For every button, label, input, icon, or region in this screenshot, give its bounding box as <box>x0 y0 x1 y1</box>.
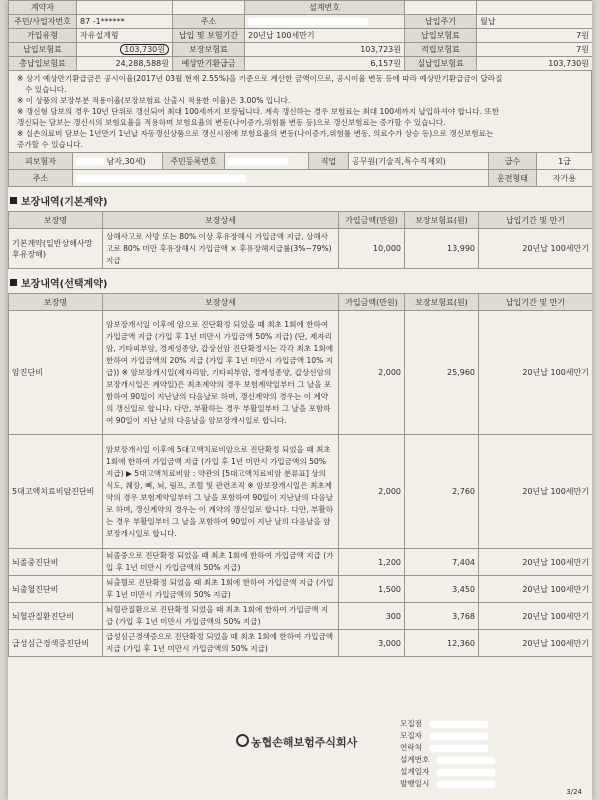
coverage-period: 20년납 100세만기 <box>479 229 593 269</box>
col-header: 보장상세 <box>103 294 339 311</box>
coverage-name: 암진단비 <box>9 311 103 435</box>
col-header: 보장상세 <box>103 212 339 229</box>
coverage-detail: 급성심근경색증으로 진단확정 되었을 때 최초 1회에 한하여 가입금액 지급 (가입 후 1년 미만시 가입금액의 50% 지급) <box>103 630 339 657</box>
col-header: 가입금액(만원) <box>339 212 405 229</box>
insured-rrn-label: 주민등록번호 <box>163 153 225 170</box>
col-header: 납입기간 및 만기 <box>479 212 593 229</box>
insured-rrn-value <box>225 153 309 170</box>
accum-premium-value: 7원 <box>477 43 593 57</box>
contractor-label: 계약자 <box>9 1 77 15</box>
premium-label: 납입보험료 <box>9 43 77 57</box>
coverage-period: 20년납 100세만기 <box>479 549 593 576</box>
coverage-premium: 12,360 <box>405 630 479 657</box>
page-number: 3/24 <box>566 788 582 796</box>
optional-coverage-table <box>8 293 592 657</box>
coverage-amount: 300 <box>339 603 405 630</box>
company-logo: 농협손해보험주식회사 <box>236 734 357 750</box>
table-row <box>9 311 593 435</box>
address-label: 주소 <box>173 15 245 29</box>
col-header: 보장보험료(원) <box>405 294 479 311</box>
design-no-label: 설계번호 <box>245 1 405 15</box>
coverage-amount: 1,200 <box>339 549 405 576</box>
agent-label: 연락처 <box>400 743 423 752</box>
actual-premium-label: 실납입보험료 <box>405 57 477 71</box>
coverage-period: 20년납 100세만기 <box>479 630 593 657</box>
pay-cycle-value: 월납 <box>477 15 593 29</box>
extra-label: 납입보험료 <box>405 29 477 43</box>
coverage-detail: 뇌혈관질환으로 진단확정 되었을 때 최초 1회에 한하여 가입금액 지급 (가입 후 1년 미만시 가입금액의 50% 지급) <box>103 603 339 630</box>
term-value: 20년납 100세만기 <box>245 29 405 43</box>
coverage-amount: 2,000 <box>339 311 405 435</box>
refund-label: 예상만기환급금 <box>173 57 245 71</box>
table-row <box>9 630 593 657</box>
agent-label: 설계번호 <box>400 755 430 764</box>
note-line: ※ 상기 예상만기환급금은 공시이율(2017년 03월 현재 2.55%)을 기준으로 계산한 금액이므로, 공시이율 변동 등에 따라 예상만기환급금이 달라질 <box>17 74 503 83</box>
extra-value: 7원 <box>477 29 593 43</box>
accum-premium-label: 적립보험료 <box>405 43 477 57</box>
coverage-detail: 암보장개시일 이후에 암으로 진단확정 되었을 때 최초 1회에 한하여 가입금액 지급 (가입 후 1년 미만시 가입금액 50% 지급) (단, 제자리암, 기타피부암, 경계성종양, 갑상선암 진단확정시는 각각 최초 1회에 한하여 가입금액의 20% 지급 (가입 후 1년 미만시 가입금액 10% 지급)) ※ 암보장개시일(제자리암, 기타피부암, 경계성종양, 갑상선암의 보장개시일은 계약일)은 최초계약의 경우 보험계약일부터 그 날을 포함하여 90일이 지난날의 다음날로 하며, 갱신계약의 경우는 이 계약의 갱신일로 합니다. 다만, 부활하는 경우 부활일부터 그 날을 포함하여 90일이 지난 날의 다음날을 암보장개시일로 합니다. <box>103 311 339 435</box>
optional-section-title: 보장내역(선택계약) <box>10 275 592 290</box>
pay-cycle-label: 납입주기 <box>405 15 477 29</box>
col-header: 가입금액(만원) <box>339 294 405 311</box>
sign-type-value: 자유설계형 <box>77 29 173 43</box>
basic-section-title: 보장내역(기본계약) <box>10 193 592 208</box>
col-header: 보장보험료(원) <box>405 212 479 229</box>
driving-label: 운전형태 <box>489 170 537 187</box>
agent-label: 설계일자 <box>400 767 430 776</box>
agent-info <box>400 718 495 790</box>
agent-label: 발행일시 <box>400 779 430 788</box>
rrn-value: 87 -1****** <box>77 15 173 29</box>
address-value <box>245 15 405 29</box>
driving-value: 자가용 <box>537 170 593 187</box>
coverage-detail: 상해사고로 사망 또는 80% 이상 후유장해시 가입금액 지급, 상해사고로 80% 미만 후유장해시 가입금액 × 후유장해지급률(3%~79%) 지급 <box>103 229 339 269</box>
col-header: 납입기간 및 만기 <box>479 294 593 311</box>
agent-label: 모집점 <box>400 719 423 728</box>
col-header: 보장명 <box>9 294 103 311</box>
note-line: 증가할 수 있습니다. <box>17 140 83 149</box>
table-row <box>9 603 593 630</box>
coverage-detail: 뇌졸중으로 진단확정 되었을 때 최초 1회에 한하여 가입금액 지급 (가입 후 1년 미만시 가입금액의 50% 지급) <box>103 549 339 576</box>
coverage-premium: 7,404 <box>405 549 479 576</box>
note-line: ※ 갱신형 담보의 경우 10년 단위로 갱신되어 최대 100세까지 보장됩니다. 계속 갱신하는 경우 보험료는 최대 100세까지 납입하셔야 합니다. 또한 <box>17 107 500 116</box>
coverage-name: 뇌혈관질환진단비 <box>9 603 103 630</box>
coverage-amount: 3,000 <box>339 630 405 657</box>
guarantee-premium-value: 103,723원 <box>245 43 405 57</box>
coverage-name: 5대고액치료비암진단비 <box>9 435 103 549</box>
table-row <box>9 229 593 269</box>
coverage-premium: 13,990 <box>405 229 479 269</box>
guarantee-premium-label: 보장보험료 <box>173 43 245 57</box>
insured-label: 피보험자 <box>9 153 73 170</box>
insured-table <box>8 152 592 187</box>
coverage-period: 20년납 100세만기 <box>479 603 593 630</box>
coverage-period: 20년납 100세만기 <box>479 311 593 435</box>
coverage-premium: 3,768 <box>405 603 479 630</box>
note-line: ※ 실손의료비 담보는 1년만기 1년납 자동갱신상품으로 갱신시점에 보험요율의 변동(나이증가,위험률 변동, 의료수가 상승 등)으로 갱신보험료는 <box>17 129 494 138</box>
total-premium-value: 24,288,588원 <box>77 57 173 71</box>
total-premium-label: 총납입보험료 <box>9 57 77 71</box>
col-header: 보장명 <box>9 212 103 229</box>
insured-address-value <box>73 170 489 187</box>
job-label: 직업 <box>309 153 349 170</box>
actual-premium-value: 103,730원 <box>477 57 593 71</box>
insured-address-label: 주소 <box>9 170 73 187</box>
rrn-label: 주민/사업자번호 <box>9 15 77 29</box>
term-label: 납입 및 보험기간 <box>173 29 245 43</box>
agent-label: 모집자 <box>400 731 423 740</box>
table-row <box>9 435 593 549</box>
coverage-name: 뇌졸중진단비 <box>9 549 103 576</box>
coverage-period: 20년납 100세만기 <box>479 576 593 603</box>
nh-logo-icon <box>236 734 249 747</box>
coverage-amount: 1,500 <box>339 576 405 603</box>
policy-page <box>8 0 592 800</box>
coverage-amount: 10,000 <box>339 229 405 269</box>
premium-value: 103,730원 <box>77 43 173 57</box>
coverage-premium: 3,450 <box>405 576 479 603</box>
coverage-name: 급성심근경색증진단비 <box>9 630 103 657</box>
note-line: ※ 이 상품의 보장부분 적용이율(보장보험료 산출시 적용한 이율)은 3.00% 입니다. <box>17 96 291 105</box>
table-row <box>9 576 593 603</box>
coverage-detail: 암보장개시일 이후에 5대고액치료비암으로 진단확정 되었을 때 최초 1회에 한하여 가입금액 지급 (가입 후 1년 미만시 가입금액의 50% 지급) ▶ 5대고액치료비암 : 약관의 [5대고액치료비암 분류표] 상의 식도, 췌장, 뼈, 뇌, 림프, 조혈 및 관련조직 ※ 암보장개시일은 최초계약의 경우 보험계약일부터 그 날을 포함하여 90일이 지난날의 다음날로 하며, 갱신계약의 경우는 이 계약의 갱신일로 합니다. 다만, 부활하는 경우 부활일부터 그 날을 포함하여 90일이 지난 날의 다음날을 암보장개시일로 합니다. <box>103 435 339 549</box>
table-row <box>9 549 593 576</box>
coverage-name: 기본계약(일반상해사망후유장해) <box>9 229 103 269</box>
footer <box>8 712 592 800</box>
coverage-amount: 2,000 <box>339 435 405 549</box>
note-line: 갱신되는 담보는 갱신시의 보험요율을 적용하며 보험요율의 변동(나이증가,위험률 변동 등)으로 갱신보험료는 증가할 수 있습니다. <box>17 118 446 127</box>
grade-value: 1급 <box>537 153 593 170</box>
grade-label: 급수 <box>489 153 537 170</box>
coverage-detail: 뇌출혈로 진단확정 되었을 때 최초 1회에 한하여 가입금액 지급 (가입 후 1년 미만시 가입금액의 50% 지급) <box>103 576 339 603</box>
coverage-premium: 2,760 <box>405 435 479 549</box>
job-value: 공무원(기술직,특수직제외) <box>349 153 489 170</box>
basic-coverage-table <box>8 211 592 269</box>
coverage-name: 뇌출혈진단비 <box>9 576 103 603</box>
insured-name: 남자,30세) <box>73 153 163 170</box>
notes-block <box>8 71 592 152</box>
contract-summary-table <box>8 0 592 71</box>
coverage-period: 20년납 100세만기 <box>479 435 593 549</box>
note-line: 수 있습니다. <box>25 85 67 94</box>
refund-value: 6,157원 <box>245 57 405 71</box>
sign-type-label: 가입유형 <box>9 29 77 43</box>
coverage-premium: 25,960 <box>405 311 479 435</box>
